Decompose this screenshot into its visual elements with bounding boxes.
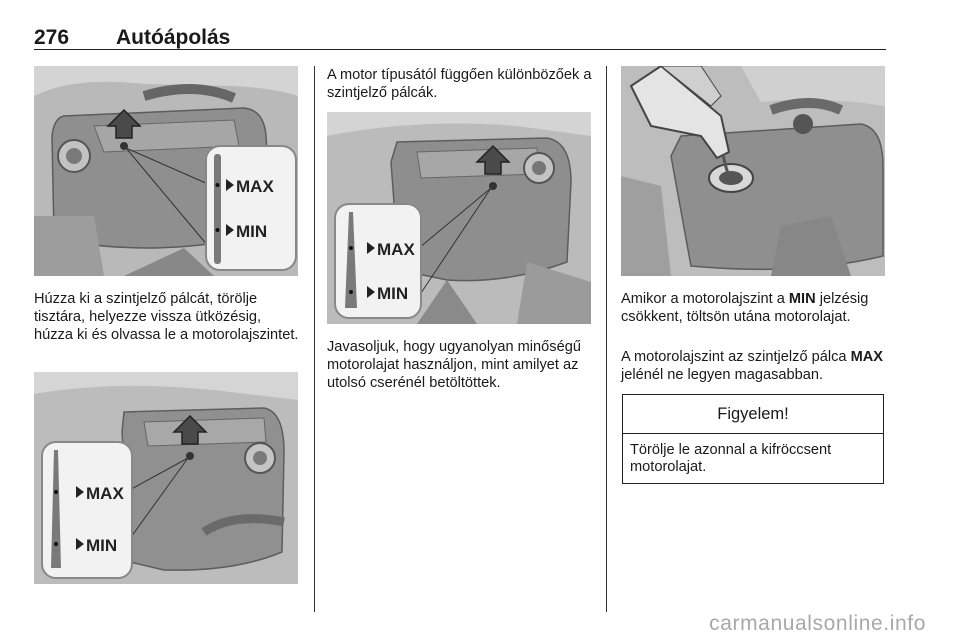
header-rule [34, 49, 886, 50]
column-divider-2 [606, 66, 607, 612]
max-keyword: MAX [850, 349, 883, 365]
warning-notice-box [622, 394, 884, 484]
max-label-2: MAX [86, 484, 124, 503]
watermark: carmanualsonline.info [709, 612, 926, 635]
notice-body: Törölje le azonnal a kifröccsent motorolajat. [630, 442, 832, 475]
min-level-text [621, 290, 883, 326]
oil-refill-figure [621, 66, 885, 276]
section-title: Autóápolás [116, 26, 231, 49]
page-number: 276 [34, 26, 70, 49]
oil-quality-recommendation: Javasoljuk, hogy ugyanolyan minőségű motorolajat használjon, mint amilyet az utolsó cserénél betöltöttek. [327, 339, 581, 391]
min-label-3: MIN [377, 284, 409, 303]
engine-dipstick-figure-1 [34, 66, 298, 276]
max-text-suffix: jelénél ne legyen magasabban. [621, 367, 824, 383]
dipstick-variant-text: A motor típusától függően különbözőek a szintjelző pálcák. [327, 67, 592, 101]
max-level-text [621, 348, 889, 384]
min-text-suffix: jelzésig csökkent, töltsön utána motorolajat. [621, 291, 869, 325]
max-label-3: MAX [377, 240, 415, 259]
min-label-1: MIN [236, 222, 268, 241]
engine-dipstick-figure-3 [327, 112, 591, 324]
min-keyword: MIN [788, 291, 816, 307]
page-header [34, 22, 886, 52]
column-divider-1 [314, 66, 315, 612]
max-label-1: MAX [236, 177, 274, 196]
notice-title: Figyelem! [623, 395, 883, 434]
min-text-prefix: Amikor a motorolajszint a [621, 291, 789, 307]
engine-dipstick-figure-2 [34, 372, 298, 584]
min-label-2: MIN [86, 536, 118, 555]
max-text-prefix: A motorolajszint az szintjelző pálca [621, 349, 851, 365]
instruction-text: Húzza ki a szintjelző pálcát, törölje tisztára, helyezze vissza ütközésig, húzza ki és olvassa le a motorolajszintet. [34, 291, 299, 343]
